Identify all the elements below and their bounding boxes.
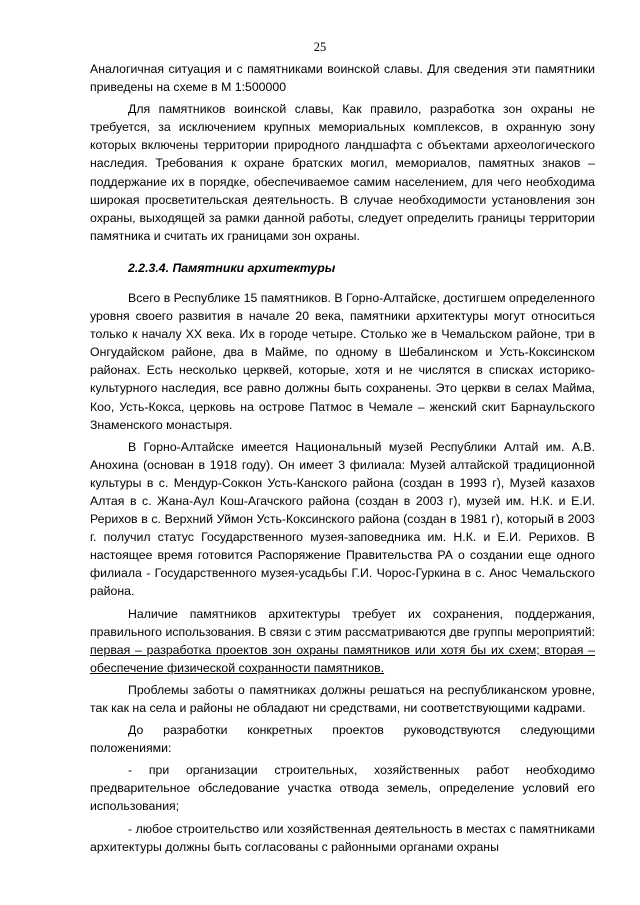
section-heading: 2.2.3.4. Памятники архитектуры [128, 260, 336, 275]
list-item: - при организации строительных, хозяйственных работ необходимо предварительное обследование участка отвода земель, определение условий его использования; [90, 763, 595, 814]
paragraph-lead-text: Наличие памятников архитектуры требует их сохранения, поддержания, правильного использования. В связи с этим рассматриваются две группы мероприятий: [90, 606, 595, 639]
list-item: - любое строительство или хозяйственная деятельность в местах с памятниками архитектуры должны быть согласованы с районными органами охраны [90, 821, 595, 854]
paragraph: Для памятников воинской славы, Как правило, разработка зон охраны не требуется, за исключением крупных мемориальных комплексов, в охранную зону которых включены территории природного ландшафта с объектами археологического наследия. Требования к охране братских могил, мемориалов, памятных знаков – поддержание их в порядке, обеспечиваемое самим населением, для чего необходима широкая просветительская деятельность. В случае необходимости установления зон охраны, выходящей за рамки данной работы, следует определить границы территории памятника и считать их границами зон охраны. [90, 102, 595, 243]
paragraph: Аналогичная ситуация и с памятниками воинской славы. Для сведения эти памятники приведены на схеме в М 1:500000 [90, 62, 595, 95]
paragraph: В Горно-Алтайске имеется Национальный музей Республики Алтай им. А.В. Анохина (основан в 1918 году). Он имеет 3 филиала: Музей алтайской традиционной культуры в с. Мендур-Соккон Усть-Канского района (создан в 1993 г), Музей казахов Алтая в с. Жана-Аул Кош-Агачского района (создан в 2003 г), музей им. Н.К. и Е.И. Рерихов в с. Верхний Уймон Усть-Коксинского района (создан в 1981 г), который в 2003 г. получил статус Государственного музея-заповедника им. Н.К. и Е.И. Рерихов. В настоящее время готовится Распоряжение Правительства РА о создании еще одного филиала - Государственного музея-усадьбы Г.И. Чорос-Гуркина в с. Анос Чемальского района. [90, 439, 595, 599]
paragraph: Проблемы заботы о памятниках должны решаться на республиканском уровне, так как на села и районы не обладают ни средствами, ни соответствующими кадрами. [90, 682, 595, 715]
page-number: 25 [313, 40, 327, 54]
paragraph-preservation [90, 605, 595, 677]
underlined-text: первая – разработка проектов зон охраны памятников или хотя бы их схем; вторая – обеспечение физической сохранности памятников. [90, 642, 595, 675]
paragraph: Всего в Республике 15 памятников. В Горно-Алтайске, достигшем определенного уровня своего развития в начале 20 века, памятники архитектуры могут относиться только к началу XX века. Их в городе четыре. Столько же в Чемальском районе, три в Онгудайском районе, два в Майме, по одному в Шебалинском и Усть-Коксинском районах. Есть несколько церквей, которые, хотя и не числятся в списках историко-культурного наследия, все равно должны быть сохранены. Это церкви в селах Майма, Коо, Усть-Кокса, церковь на острове Патмос в Чемале – женский скит Барнаульского Знаменского монастыря. [90, 290, 595, 432]
page-body [90, 60, 595, 856]
paragraph: До разработки конкретных проектов руководствуются следующими положениями: [90, 723, 595, 756]
